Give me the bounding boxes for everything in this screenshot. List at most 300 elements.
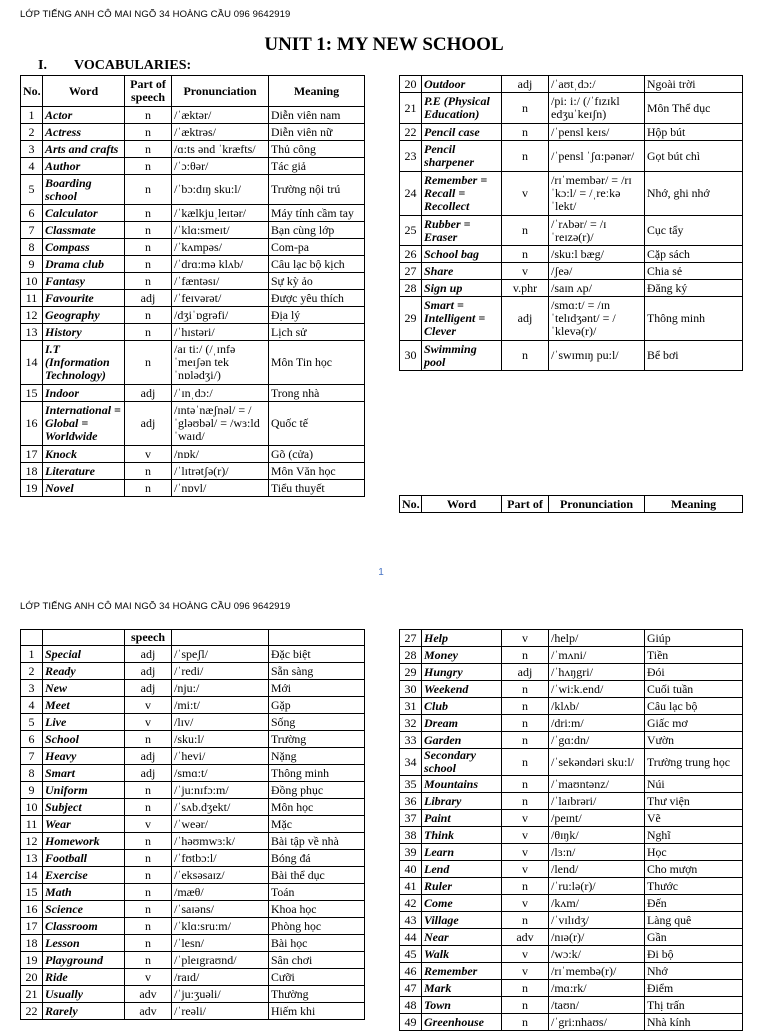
meaning: Chia sẻ [645,263,743,280]
part-of-speech: v.phr [502,280,549,297]
part-of-speech: n [502,647,549,664]
table-row [21,480,365,497]
table-row [21,969,365,986]
pronunciation: /rɪˈmembə(r)/ [549,963,645,980]
pronunciation: /ˈkælkjuˌleɪtər/ [172,205,269,222]
row-number: 13 [21,850,43,867]
vocab-word: Literature [43,463,125,480]
table-row [21,222,365,239]
vocab-word: School bag [422,246,502,263]
vocab-word: Town [422,997,502,1014]
table-row [21,205,365,222]
row-number: 7 [21,748,43,765]
part-of-speech: n [125,884,172,901]
vocab-word: Library [422,793,502,810]
vocab-word: Heavy [43,748,125,765]
row-number: 22 [400,124,422,141]
meaning: Nghĩ [645,827,743,844]
meaning: Vườn [645,732,743,749]
meaning: Tiền [645,647,743,664]
vocab-word: Usually [43,986,125,1003]
table-row [21,697,365,714]
table-row [400,280,743,297]
meaning: Môn Tin học [269,341,365,385]
pronunciation: /mi:t/ [172,697,269,714]
col-header-word: Word [422,496,502,513]
page-header: LỚP TIẾNG ANH CÔ MAI NGÕ 34 HOÀNG CẦU 096 9642919 [20,9,291,20]
col-header-no: No. [400,496,422,513]
meaning: Thủ công [269,141,365,158]
meaning: Thước [645,878,743,895]
part-of-speech: n [125,867,172,884]
vocab-word: Geography [43,307,125,324]
vocab-word: Lend [422,861,502,878]
part-of-speech: v [125,714,172,731]
table-row [400,912,743,929]
part-of-speech: n [502,93,549,124]
part-of-speech: n [125,833,172,850]
vocab-word: Uniform [43,782,125,799]
meaning: Tiểu thuyết [269,480,365,497]
table-row [400,246,743,263]
col-header-word [43,630,125,646]
part-of-speech: v [502,827,549,844]
meaning: Môn Văn học [269,463,365,480]
row-number: 49 [400,1014,422,1031]
table-row [400,93,743,124]
meaning: Sân chơi [269,952,365,969]
pronunciation: /ˈhevi/ [172,748,269,765]
table-row [21,714,365,731]
row-number: 17 [21,446,43,463]
part-of-speech: adj [502,664,549,681]
page-header-2: LỚP TIẾNG ANH CÔ MAI NGÕ 34 HOÀNG CẦU 096 9642919 [20,601,291,612]
pronunciation: /ˈgri:nhaʊs/ [549,1014,645,1031]
meaning: Khoa học [269,901,365,918]
vocab-word: Village [422,912,502,929]
pronunciation: /lɪv/ [172,714,269,731]
table-row [400,141,743,172]
part-of-speech: n [125,324,172,341]
pronunciation: /ˈlesn/ [172,935,269,952]
table-row [21,901,365,918]
meaning: Câu lạc bộ kịch [269,256,365,273]
part-of-speech: v [502,630,549,647]
part-of-speech: n [125,463,172,480]
col-header-word: Word [43,76,125,107]
vocab-word: Classroom [43,918,125,935]
meaning: Đồng phục [269,782,365,799]
part-of-speech: n [502,141,549,172]
meaning: Nhớ, ghi nhớ [645,172,743,216]
row-number: 22 [21,1003,43,1020]
meaning: Thông minh [645,297,743,341]
part-of-speech: v [125,446,172,463]
meaning: Bóng đá [269,850,365,867]
vocab-word: Boarding school [43,175,125,205]
col-header-meaning: Meaning [269,76,365,107]
row-number: 10 [21,273,43,290]
pronunciation: /taʊn/ [549,997,645,1014]
meaning: Nặng [269,748,365,765]
part-of-speech: n [502,124,549,141]
table-row [21,273,365,290]
part-of-speech: adv [125,986,172,1003]
table-row [400,341,743,371]
part-of-speech: v [502,861,549,878]
pronunciation: /nɒk/ [172,446,269,463]
row-number: 47 [400,980,422,997]
row-number: 28 [400,280,422,297]
meaning: Bài tập về nhà [269,833,365,850]
pronunciation: /smɑ:t/ = /ɪnˈtelɪdʒənt/ = /ˈklevə(r)/ [549,297,645,341]
page-number: 1 [378,567,384,578]
pronunciation: /ˈru:lə(r)/ [549,878,645,895]
col-header-meaning: Meaning [645,496,743,513]
part-of-speech: v [502,895,549,912]
table-row [21,748,365,765]
vocab-word: Walk [422,946,502,963]
table-row [21,799,365,816]
part-of-speech: n [125,175,172,205]
vocab-word: Rarely [43,1003,125,1020]
vocab-word: Playground [43,952,125,969]
vocab-word: Learn [422,844,502,861]
vocab-word: Club [422,698,502,715]
table-row [21,646,365,663]
meaning: Gọt bút chì [645,141,743,172]
table-row [400,929,743,946]
pronunciation: /klʌb/ [549,698,645,715]
vocab-word: Pencil case [422,124,502,141]
meaning: Trường nội trú [269,175,365,205]
row-number: 35 [400,776,422,793]
row-number: 6 [21,731,43,748]
pronunciation: /pi: i:/ (/ˈfɪzɪkl edʒuˈkeɪʃn) [549,93,645,124]
table-row [21,463,365,480]
part-of-speech: n [502,246,549,263]
table-row [400,827,743,844]
part-of-speech: n [125,107,172,124]
meaning: Đến [645,895,743,912]
table-row [400,263,743,280]
meaning: Quốc tế [269,402,365,446]
row-number: 19 [21,480,43,497]
meaning: Cho mượn [645,861,743,878]
table-row [21,239,365,256]
meaning: Máy tính cầm tay [269,205,365,222]
meaning: Môn Thể dục [645,93,743,124]
row-number: 6 [21,205,43,222]
part-of-speech: n [125,731,172,748]
vocab-word: Arts and crafts [43,141,125,158]
pronunciation: /help/ [549,630,645,647]
pronunciation: /ˈredi/ [172,663,269,680]
pronunciation: /ˈhʌŋgri/ [549,664,645,681]
pronunciation: /nju:/ [172,680,269,697]
table-row [400,216,743,246]
meaning: Hộp bút [645,124,743,141]
meaning: Diễn viên nam [269,107,365,124]
row-number: 4 [21,158,43,175]
meaning: Sống [269,714,365,731]
vocab-word: Knock [43,446,125,463]
row-number: 32 [400,715,422,732]
pronunciation: /ˈpensl ˈʃɑ:pənər/ [549,141,645,172]
pronunciation: /wɔ:k/ [549,946,645,963]
pronunciation: /ˈju:nɪfɔ:m/ [172,782,269,799]
vocab-table-1 [20,75,365,497]
pronunciation: /ˈsaɪəns/ [172,901,269,918]
part-of-speech: adj [502,76,549,93]
pronunciation: /aɪ ti:/ (/ˌɪnfə ˈmeɪʃən tek ˈnɒlədʒi/) [172,341,269,385]
meaning: Học [645,844,743,861]
table-row [400,1014,743,1031]
part-of-speech: adj [125,748,172,765]
row-number: 7 [21,222,43,239]
row-number: 18 [21,935,43,952]
table-row [400,810,743,827]
vocab-word: P.E (Physical Education) [422,93,502,124]
vocab-word: Actor [43,107,125,124]
part-of-speech: n [125,850,172,867]
pronunciation: /nɪə(r)/ [549,929,645,946]
part-of-speech: adv [502,929,549,946]
pronunciation: /rɪˈmembər/ = /rɪˈkɔ:l/ = /ˌreːkəˈlekt/ [549,172,645,216]
vocab-word: Exercise [43,867,125,884]
part-of-speech: n [502,698,549,715]
meaning: Cưỡi [269,969,365,986]
part-of-speech: n [125,799,172,816]
row-number: 29 [400,297,422,341]
row-number: 5 [21,714,43,731]
table-row [400,793,743,810]
vocab-word: Secondary school [422,749,502,776]
table-row [21,952,365,969]
pronunciation: /ˈju:ʒuəli/ [172,986,269,1003]
table-row [400,715,743,732]
vocab-word: Fantasy [43,273,125,290]
vocab-word: Drama club [43,256,125,273]
part-of-speech: v [125,969,172,986]
vocab-word: Money [422,647,502,664]
part-of-speech: n [125,952,172,969]
pronunciation: /ˈswɪmɪŋ pu:l/ [549,341,645,371]
row-number: 26 [400,246,422,263]
pronunciation: /lend/ [549,861,645,878]
vocab-word: Math [43,884,125,901]
row-number: 46 [400,963,422,980]
vocab-word: Live [43,714,125,731]
vocab-word: Ride [43,969,125,986]
row-number: 15 [21,884,43,901]
vocab-word: Come [422,895,502,912]
pronunciation: /ˈwi:k.end/ [549,681,645,698]
meaning: Giấc mơ [645,715,743,732]
row-number: 27 [400,630,422,647]
row-number: 14 [21,341,43,385]
pronunciation: /peɪnt/ [549,810,645,827]
table-row [400,698,743,715]
pronunciation: /mæθ/ [172,884,269,901]
pronunciation: /ˈreəli/ [172,1003,269,1020]
table-row [400,297,743,341]
table-row [400,630,743,647]
page-title: UNIT 1: MY NEW SCHOOL [264,34,504,55]
row-number: 8 [21,765,43,782]
pronunciation: /smɑ:t/ [172,765,269,782]
vocab-word: Homework [43,833,125,850]
meaning: Com-pa [269,239,365,256]
pronunciation: /ˈhɪstəri/ [172,324,269,341]
pronunciation: /ˈgɑ:dn/ [549,732,645,749]
pronunciation: /ˈnɒvl/ [172,480,269,497]
row-number: 41 [400,878,422,895]
part-of-speech: v [502,263,549,280]
row-number: 9 [21,782,43,799]
pronunciation: /saɪn ʌp/ [549,280,645,297]
table-row [400,172,743,216]
table-row [21,324,365,341]
row-number: 8 [21,239,43,256]
part-of-speech: n [125,341,172,385]
vocab-word: School [43,731,125,748]
pronunciation: /ˈmaʊntənz/ [549,776,645,793]
pronunciation: /dʒiˈɒgrəfi/ [172,307,269,324]
part-of-speech: n [502,776,549,793]
meaning: Toán [269,884,365,901]
meaning: Diễn viên nữ [269,124,365,141]
meaning: Cuối tuần [645,681,743,698]
pronunciation: /ˈlaɪbrəri/ [549,793,645,810]
part-of-speech: adj [125,765,172,782]
part-of-speech: n [125,782,172,799]
row-number: 9 [21,256,43,273]
table-row [21,935,365,952]
meaning: Môn học [269,799,365,816]
table-row [21,816,365,833]
vocab-word: Remember = Recall = Recollect [422,172,502,216]
pronunciation: /ʃeə/ [549,263,645,280]
pronunciation: /ˈrʌbər/ = /ɪˈreɪzə(r)/ [549,216,645,246]
part-of-speech: adj [125,680,172,697]
vocab-word: Ready [43,663,125,680]
meaning: Vẽ [645,810,743,827]
vocab-word: Smart [43,765,125,782]
row-number: 38 [400,827,422,844]
part-of-speech: n [502,997,549,1014]
part-of-speech: v [502,172,549,216]
pronunciation: /ˈfeɪvərət/ [172,290,269,307]
part-of-speech: n [502,912,549,929]
vocab-word: Paint [422,810,502,827]
vocab-word: Swimming pool [422,341,502,371]
vocab-word: Pencil sharpener [422,141,502,172]
vocab-table-2 [399,75,743,371]
vocab-word: I.T (Information Technology) [43,341,125,385]
vocab-word: Classmate [43,222,125,239]
meaning: Nhớ [645,963,743,980]
part-of-speech: n [502,793,549,810]
vocab-word: Hungry [422,664,502,681]
row-number: 3 [21,141,43,158]
vocab-word: Subject [43,799,125,816]
pronunciation: /ˈsekəndəri sku:l/ [549,749,645,776]
table-row [21,124,365,141]
meaning: Thường [269,986,365,1003]
part-of-speech: n [125,307,172,324]
part-of-speech: v [502,946,549,963]
row-number: 13 [21,324,43,341]
meaning: Được yêu thích [269,290,365,307]
vocab-word: History [43,324,125,341]
part-of-speech: n [125,222,172,239]
meaning: Đói [645,664,743,681]
pronunciation: /ɑ:ts ənd ˈkræfts/ [172,141,269,158]
row-number: 44 [400,929,422,946]
row-number: 25 [400,216,422,246]
col-header-part-of-speech: Part of speech [125,76,172,107]
meaning: Sự kỳ ảo [269,273,365,290]
row-number: 14 [21,867,43,884]
vocab-word: Meet [43,697,125,714]
part-of-speech: v [125,697,172,714]
vocab-word: Author [43,158,125,175]
row-number: 29 [400,664,422,681]
table-row [21,918,365,935]
row-number: 34 [400,749,422,776]
table-row [21,141,365,158]
vocab-word: Outdoor [422,76,502,93]
meaning: Tác giả [269,158,365,175]
pronunciation: /ˈeksəsaɪz/ [172,867,269,884]
vocab-word: Actress [43,124,125,141]
pronunciation: /ˈhəʊmwɜ:k/ [172,833,269,850]
vocab-word: Greenhouse [422,1014,502,1031]
part-of-speech: adj [502,297,549,341]
meaning: Trong nhà [269,385,365,402]
pronunciation: /kʌm/ [549,895,645,912]
row-number: 19 [21,952,43,969]
table-row [400,861,743,878]
table-row [21,175,365,205]
pronunciation: /lɜ:n/ [549,844,645,861]
col-header-pronunciation [172,630,269,646]
vocab-word: Science [43,901,125,918]
vocab-table-header-continued [399,495,743,513]
table-row [21,833,365,850]
pronunciation: /ˈspeʃl/ [172,646,269,663]
part-of-speech: adj [125,385,172,402]
row-number: 20 [400,76,422,93]
pronunciation: /ˈpensl keɪs/ [549,124,645,141]
table-row [400,878,743,895]
pronunciation: /raɪd/ [172,969,269,986]
pronunciation: /ˈsʌb.dʒekt/ [172,799,269,816]
vocab-word: Favourite [43,290,125,307]
meaning: Làng quê [645,912,743,929]
col-header-part-of-speech: Part of [502,496,549,513]
col-header-meaning [269,630,365,646]
row-number: 42 [400,895,422,912]
vocab-table-4 [399,629,743,1031]
table-header-row [21,76,365,107]
meaning: Đăng ký [645,280,743,297]
meaning: Thông minh [269,765,365,782]
part-of-speech: n [502,681,549,698]
table-row [400,963,743,980]
row-number: 1 [21,646,43,663]
